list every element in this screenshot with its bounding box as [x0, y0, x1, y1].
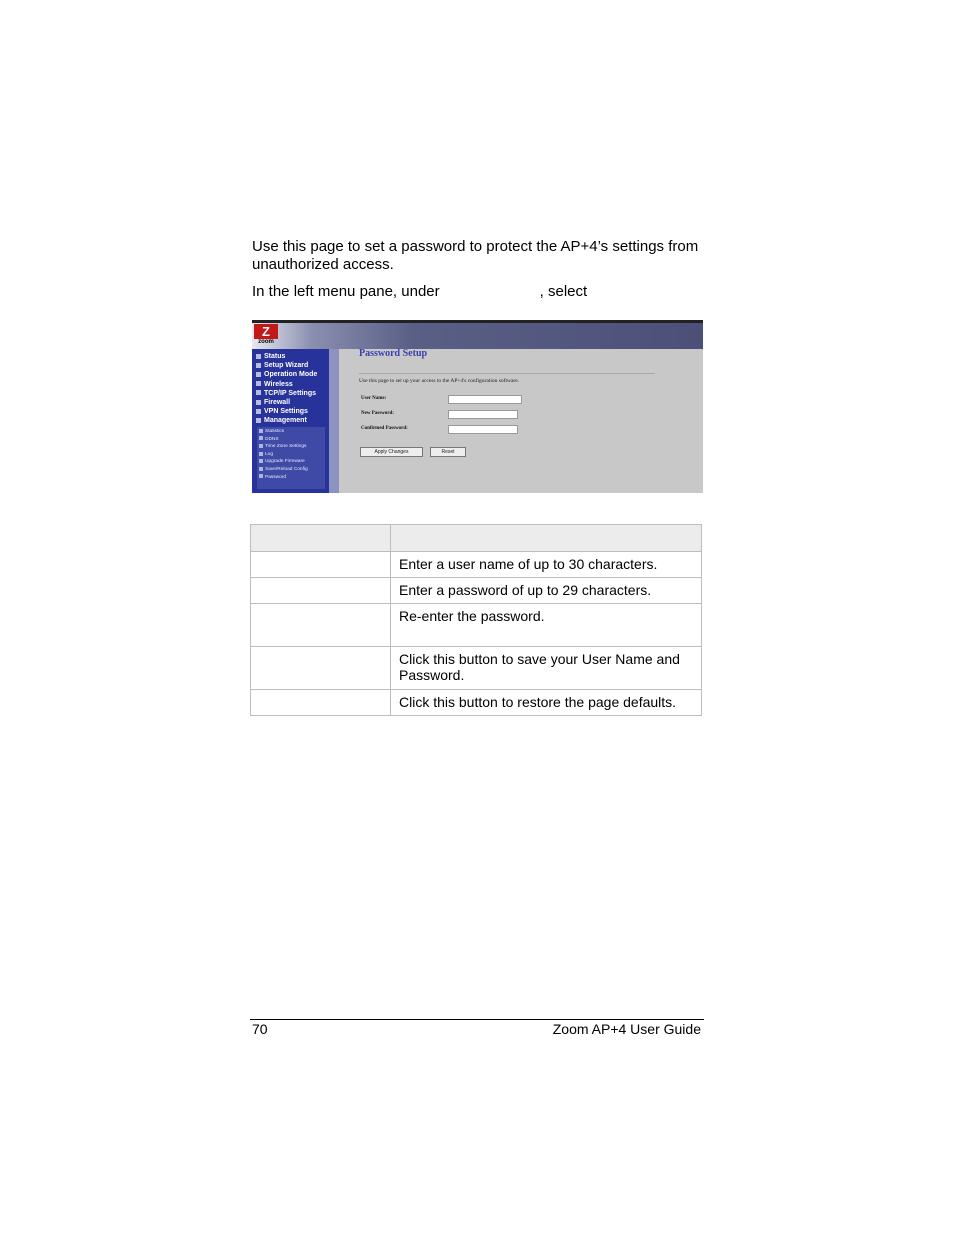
screenshot-page-title: Password Setup [359, 348, 428, 359]
new-password-input[interactable] [448, 410, 518, 419]
table-cell-description: Enter a password of up to 29 characters. [391, 578, 702, 604]
reset-button[interactable]: Reset [430, 447, 466, 457]
table-header-field [251, 525, 391, 552]
sidebar-item-operation-mode[interactable]: Operation Mode [256, 370, 317, 379]
user-name-input[interactable] [448, 395, 522, 404]
table-cell-description: Click this button to save your User Name and Password. [391, 647, 702, 690]
confirmed-password-input[interactable] [448, 425, 518, 434]
sidebar-item-status[interactable]: Status [256, 352, 317, 361]
submenu-item-upgrade-firmware[interactable]: Upgrade Firmware [259, 458, 308, 466]
table-cell-description: Re-enter the password. [391, 604, 702, 647]
zoom-logo-icon [254, 324, 278, 346]
instruction-text-start: In the left menu pane, under [252, 283, 440, 300]
confirmed-password-label: Confirmed Password: [361, 426, 408, 431]
intro-paragraph: Use this page to set a password to protect the AP+4’s settings from unauthorized access. [252, 238, 699, 273]
footer-divider [250, 1019, 704, 1020]
submenu-item-password[interactable]: Password [259, 474, 308, 482]
submenu-item-save-reload[interactable]: Save/Reload Config [259, 466, 308, 474]
table-row [251, 578, 702, 604]
table-cell-field [251, 604, 391, 647]
table-header-row [251, 525, 702, 552]
user-name-label: User Name: [361, 396, 387, 401]
table-cell-field [251, 647, 391, 690]
table-cell-field [251, 578, 391, 604]
table-row [251, 552, 702, 578]
table-cell-field [251, 552, 391, 578]
password-setup-screenshot [252, 320, 703, 493]
sidebar-item-setup-wizard[interactable]: Setup Wizard [256, 361, 317, 370]
submenu-item-time-zone[interactable]: Time Zone Settings [259, 443, 308, 451]
table-row [251, 690, 702, 716]
table-row [251, 604, 702, 647]
table-cell-description: Click this button to restore the page defaults. [391, 690, 702, 716]
logo-letter: Z [254, 324, 278, 339]
new-password-label: New Password: [361, 411, 394, 416]
sidebar-item-vpn-settings[interactable]: VPN Settings [256, 407, 317, 416]
table-cell-description: Enter a user name of up to 30 characters. [391, 552, 702, 578]
settings-table [250, 524, 702, 716]
sidebar-item-management[interactable]: Management [256, 416, 317, 425]
divider [359, 373, 655, 374]
management-submenu [257, 427, 325, 489]
table-row [251, 647, 702, 690]
screenshot-description: Use this page to set up your access to the AP+4's configuration software. [359, 378, 520, 384]
submenu-item-statistics[interactable]: Statistics [259, 428, 308, 436]
sidebar-menu [256, 352, 317, 426]
logo-wordmark: zoom [258, 339, 274, 345]
guide-title: Zoom AP+4 User Guide [552, 1021, 701, 1037]
sidebar-item-wireless[interactable]: Wireless [256, 380, 317, 389]
sidebar-item-firewall[interactable]: Firewall [256, 398, 317, 407]
table-cell-field [251, 690, 391, 716]
sidebar-item-tcpip-settings[interactable]: TCP/IP Settings [256, 389, 317, 398]
submenu-item-ddns[interactable]: DDNS [259, 436, 308, 444]
screenshot-sidebar [252, 349, 329, 493]
instruction-paragraph [252, 283, 702, 301]
instruction-text-end: , select [539, 283, 588, 300]
submenu-item-log[interactable]: Log [259, 451, 308, 459]
apply-changes-button[interactable]: Apply Changes [360, 447, 423, 457]
page-number: 70 [252, 1021, 268, 1037]
table-header-description [391, 525, 702, 552]
screenshot-header-bar [252, 320, 703, 349]
